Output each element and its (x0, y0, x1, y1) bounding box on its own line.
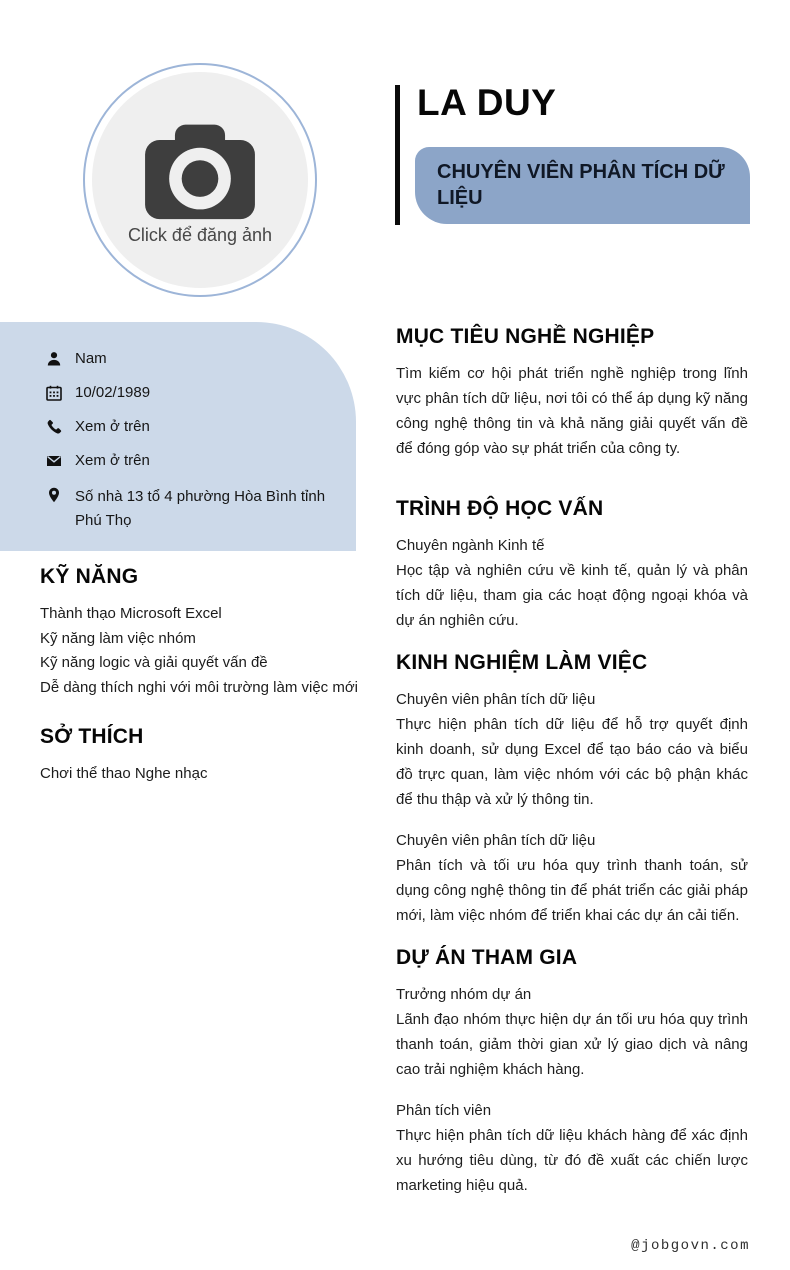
section-education (396, 497, 748, 633)
education-subtitle: Chuyên ngành Kinh tế (396, 537, 545, 554)
objective-body: Tìm kiếm cơ hội phát triển nghề nghiệp trong lĩnh vực phân tích dữ liệu, nơi tôi có thể áp dụng kỹ năng công nghệ thông tin và khả năng giải quyết vấn đề để đóng góp vào sự phát triển của công ty. (396, 365, 748, 457)
project-entry (396, 1098, 748, 1198)
skills-list (40, 602, 370, 700)
phone-icon (46, 419, 63, 435)
experience-heading: KINH NGHIỆM LÀM VIỆC (396, 651, 648, 674)
project-entry-body: Lãnh đạo nhóm thực hiện dự án tối ưu hóa quy trình thanh toán, giảm thời gian xử lý giao dịch và nâng cao trải nghiệm khách hàng. (396, 1011, 748, 1078)
skill-item: Thành thạo Microsoft Excel (40, 605, 222, 622)
job-title-text: CHUYÊN VIÊN PHÂN TÍCH DỮ LIỆU (437, 161, 725, 209)
mail-icon (46, 453, 63, 469)
contact-panel (0, 322, 356, 551)
section-experience (396, 651, 748, 928)
header-accent-bar (395, 85, 400, 225)
contact-text-gender: Nam (75, 350, 107, 367)
experience-entry-title: Chuyên viên phân tích dữ liệu (396, 691, 596, 708)
experience-entry-body: Thực hiện phân tích dữ liệu để hỗ trợ quyết định kinh doanh, sử dụng Excel để tạo báo cáo và biểu đồ trực quan, làm việc nhóm với các bộ phận khác để thu thập và xử lý thông tin. (396, 716, 748, 808)
location-icon (46, 487, 63, 503)
left-column (40, 565, 370, 786)
contact-row-address (46, 485, 332, 533)
education-body: Học tập và nghiên cứu về kinh tế, quản lý và phân tích dữ liệu, tham gia các hoạt động ngoại khóa và dự án nghiên cứu. (396, 562, 748, 629)
skill-item: Kỹ năng logic và giải quyết vấn đề (40, 654, 268, 672)
contact-text-birthday: 10/02/1989 (75, 384, 151, 401)
contact-text-address: Số nhà 13 tổ 4 phường Hòa Bình tỉnh Phú Thọ (75, 488, 326, 529)
contact-row-birthday (46, 383, 332, 403)
project-entry-body: Thực hiện phân tích dữ liệu khách hàng để xác định xu hướng tiêu dùng, từ đó đề xuất các chiến lược marketing hiệu quả. (396, 1127, 748, 1194)
project-entry-title: Trưởng nhóm dự án (396, 986, 532, 1003)
section-projects (396, 946, 748, 1198)
site-watermark: @jobgovn.com (631, 1238, 750, 1254)
photo-upload-placeholder[interactable] (83, 63, 317, 297)
contact-row-gender (46, 349, 332, 369)
contact-row-email (46, 451, 332, 471)
skill-item: Kỹ năng làm việc nhóm (40, 629, 196, 647)
projects-heading: DỰ ÁN THAM GIA (396, 946, 578, 969)
project-entry-title: Phân tích viên (396, 1102, 492, 1119)
contact-row-phone (46, 417, 332, 437)
candidate-name: LA DUY (417, 82, 557, 123)
calendar-icon (46, 385, 63, 401)
camera-icon (136, 115, 264, 221)
contact-text-phone: Xem ở trên (75, 418, 150, 435)
skills-heading: KỸ NĂNG (40, 565, 139, 588)
project-entry (396, 982, 748, 1082)
hobby-text: Chơi thể thao Nghe nhạc (40, 765, 208, 783)
photo-upload-label: Click để đăng ảnh (127, 224, 273, 245)
person-icon (46, 351, 63, 367)
section-objective (396, 325, 748, 461)
hobbies-heading: SỞ THÍCH (40, 725, 144, 749)
experience-entry (396, 828, 748, 928)
objective-heading: MỤC TIÊU NGHỀ NGHIỆP (396, 325, 655, 348)
main-column (396, 325, 748, 1198)
education-entry (396, 533, 748, 633)
experience-entry-body: Phân tích và tối ưu hóa quy trình thanh toán, sử dụng công nghệ thông tin để phát triển các giải pháp mới, làm việc nhóm để triển khai các dự án cải tiến. (396, 857, 748, 924)
experience-entry-title: Chuyên viên phân tích dữ liệu (396, 832, 596, 849)
contact-text-email: Xem ở trên (75, 452, 150, 469)
education-heading: TRÌNH ĐỘ HỌC VẤN (396, 497, 604, 520)
skill-item: Dễ dàng thích nghi với môi trường làm việc mới (40, 678, 359, 696)
photo-inner-circle (92, 72, 308, 288)
experience-entry (396, 687, 748, 812)
job-title-badge (415, 147, 750, 224)
